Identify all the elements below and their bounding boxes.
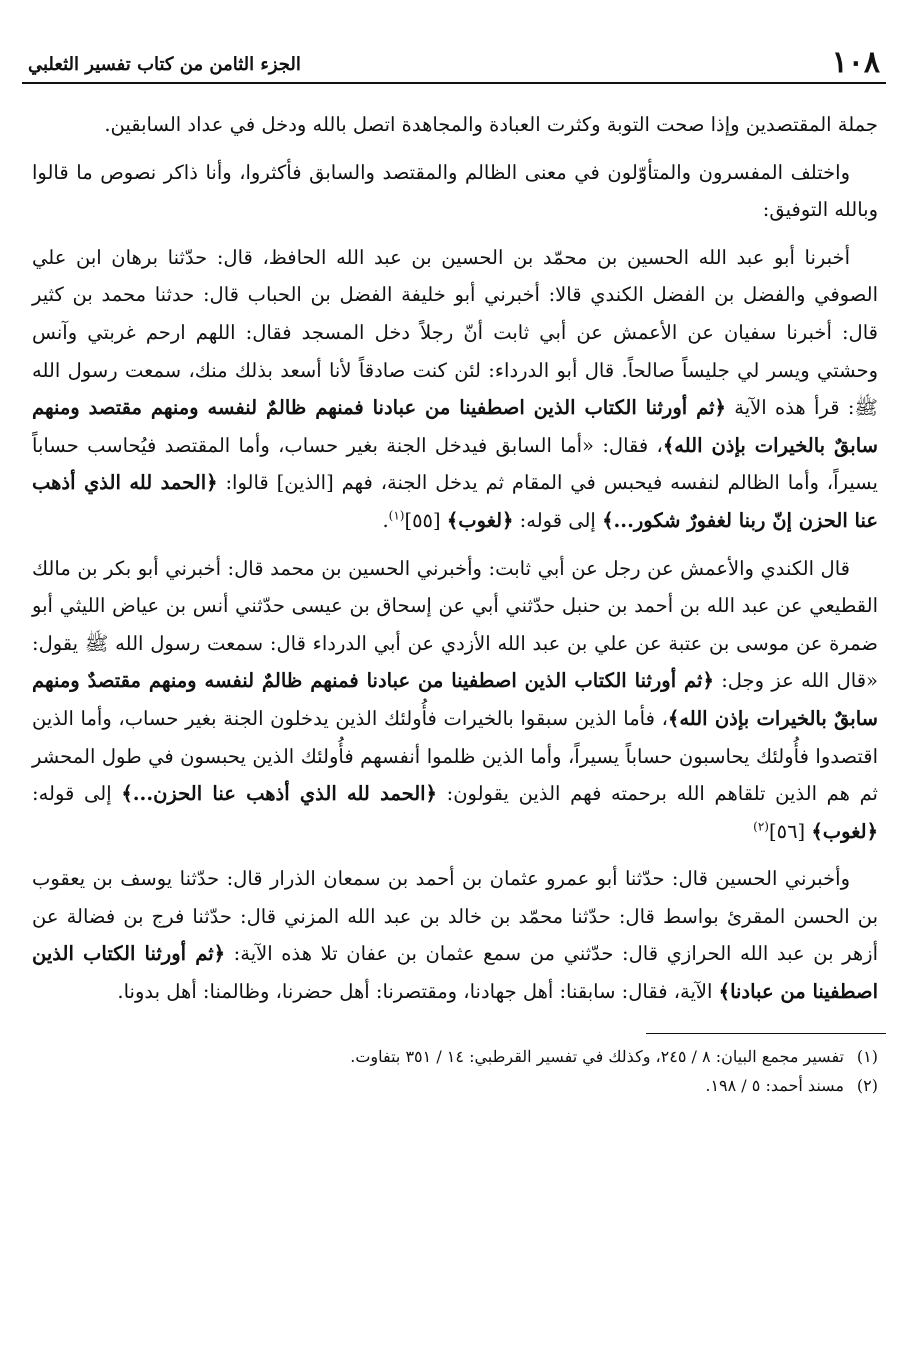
footnote-item xyxy=(22,1071,886,1100)
text-run: ، فقال: «أما السابق فيدخل الجنة بغير حساب، وأما المقتصد فيُحاسب حساباً يسيراً، وأما الظالم لنفسه فيحبس في المقام ثم يدخل الجنة، فهم [الذين] قالوا: xyxy=(32,433,878,495)
footnote-number: (٢) xyxy=(856,1075,878,1095)
text-run: وأخبرني الحسين قال: حدّثنا أبو عمرو عثمان بن أحمد بن سمعان الذرار قال: حدّثنا يوسف بن يعقوب بن الحسن المقرئ بواسط قال: حدّثنا محمّد بن خالد بن عبد الله المزني قال: حدّثنا فرج بن فضالة عن أزهر بن عبد الله الحرازي قال: حدّثني من سمع عثمان بن عفان تلا هذه الآية: xyxy=(32,867,878,966)
text-run: [٥٥] xyxy=(404,508,447,532)
page-number: ١٠٨ xyxy=(831,45,880,80)
paragraph-2 xyxy=(32,154,878,229)
quran-quote: ﴿لغوب﴾ xyxy=(446,508,514,532)
paragraph-1 xyxy=(32,106,878,144)
page-body xyxy=(22,106,886,1011)
footnote-ref: (٢) xyxy=(753,819,769,834)
quran-quote: ﴿ثم أورثنا الكتاب الذين اصطفينا من عبادنا﴾ xyxy=(32,942,878,1004)
text-run: قال الكندي والأعمش عن رجل عن أبي ثابت: وأخبرني الحسين بن محمد قال: أخبرني أبو بكر بن مالك القطيعي عن عبد الله بن أحمد بن حنبل حدّثني أبي عن إسحاق بن عيسى حدّثني أنس بن عياض الليثي أبو ضمرة عن موسى بن عتبة عن علي بن عبد الله الأزدي عن أبي الدرداء قال: سمعت رسول الله ﷺ يقول: «قال الله عز وجل: xyxy=(32,556,878,693)
book-page xyxy=(22,40,886,1100)
text-run: إلى قوله: xyxy=(513,508,603,532)
text-run: إلى قوله: xyxy=(32,782,122,806)
paragraph-5 xyxy=(32,860,878,1010)
quran-quote: ﴿لغوب﴾ xyxy=(811,819,878,843)
running-title: الجزء الثامن من كتاب تفسير الثعلبي xyxy=(28,54,301,75)
text-run: أخبرنا أبو عبد الله الحسين بن محمّد بن الحسين بن عبد الله الحافظ، قال: حدّثنا برهان ابن علي الصوفي والفضل بن الفضل الكندي قالا: أخبرني أبو خليفة الفضل بن الحباب قال: حدثنا محمد بن كثير قال: أخبرنا سفيان عن الأعمش عن أبي ثابت أنّ رجلاً دخل المسجد فقال: اللهم ارحم غربتي وآنس وحشتي ويسر لي جليساً صالحاً. قال أبو الدرداء: لئن كنت صادقاً لأنا أسعد بذلك منك، سمعت رسول الله ﷺ: قرأ هذه الآية xyxy=(32,245,878,420)
quran-quote: ﴿ثم أورثنا الكتاب الذين اصطفينا من عبادنا فمنهم ظالمٌ لنفسه ومنهم مقتصد ومنهم سابقٌ بالخيرات بإذن الله﴾ xyxy=(32,396,878,457)
paragraph-3 xyxy=(32,239,878,540)
footnote-number: (١) xyxy=(856,1046,878,1066)
text-run: جملة المقتصدين وإذا صحت التوبة وكثرت العبادة والمجاهدة اتصل بالله ودخل في عداد السابقين. xyxy=(104,113,878,136)
page-header xyxy=(22,40,886,84)
text-run: . xyxy=(382,508,389,532)
text-run: [٥٦] xyxy=(768,819,812,843)
paragraph-4 xyxy=(32,550,878,851)
footnote-text: مسند أحمد: ٥ / ١٩٨. xyxy=(705,1075,844,1095)
quran-quote: ﴿الحمد لله الذي أذهب عنا الحزن...﴾ xyxy=(121,782,437,806)
text-run: واختلف المفسرون والمتأوّلون في معنى الظالم والمقتصد والسابق فأكثروا، وأنا ذاكر نصوص ما قالوا وبالله التوفيق: xyxy=(32,160,878,222)
footnote-item xyxy=(22,1042,886,1071)
text-run: الآية، فقال: سابقنا: أهل جهادنا، ومقتصرنا: أهل حضرنا، وظالمنا: أهل بدونا. xyxy=(117,980,719,1004)
footnote-ref: (١) xyxy=(388,508,405,523)
footnote-text: تفسير مجمع البيان: ٨ / ٢٤٥، وكذلك في تفسير القرطبي: ١٤ / ٣٥١ بتفاوت. xyxy=(350,1046,844,1066)
text-run: ، فأما الذين سبقوا بالخيرات فأُولئك الذين يدخلون الجنة بغير حساب، وأما الذين اقتصدوا فأُولئك يحاسبون حساباً يسيراً، وأما الذين ظلموا أنفسهم فأُولئك الذين يحبسون في طول المحشر ثم هم الذين تلقاهم الله برحمته فهم الذين يقولون: xyxy=(32,706,878,806)
quran-quote: ﴿ثم أورثنا الكتاب الذين اصطفينا من عبادنا فمنهم ظالمٌ لنفسه ومنهم مقتصدٌ ومنهم سابقٌ بالخيرات بإذن الله﴾ xyxy=(32,669,878,730)
footnotes xyxy=(22,1042,886,1100)
footnote-divider xyxy=(646,1033,886,1034)
quran-quote: ﴿الحمد لله الذي أذهب عنا الحزن إنّ ربنا لغفورٌ شكور...﴾ xyxy=(32,471,878,532)
